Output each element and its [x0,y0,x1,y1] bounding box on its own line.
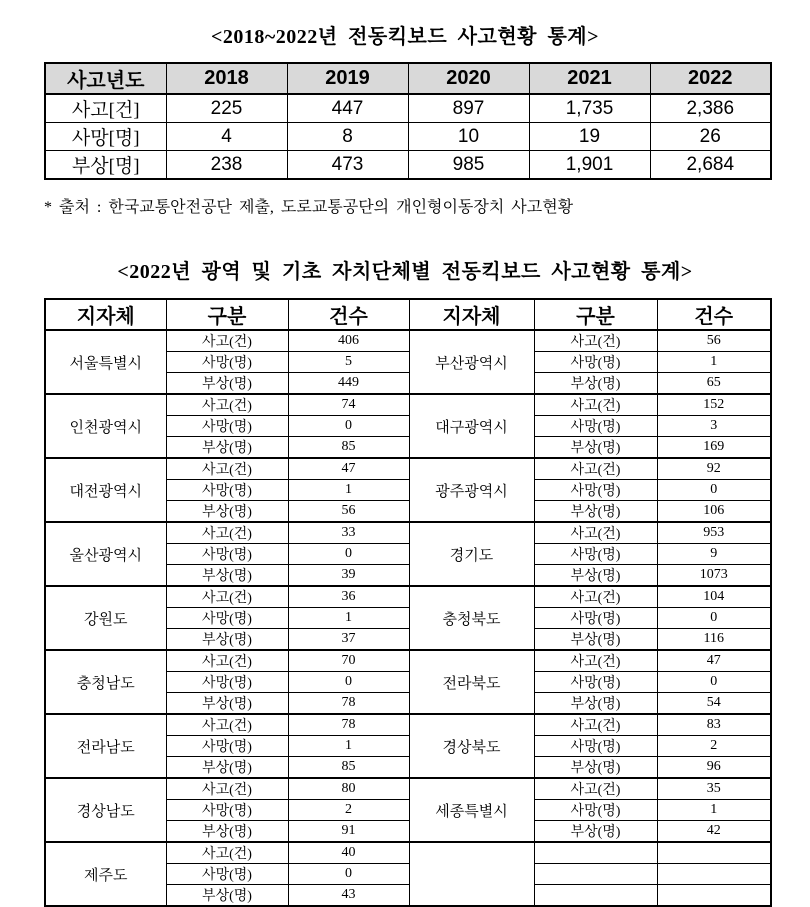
count-cell: 406 [288,330,409,352]
category-cell: 사망(명) [534,352,657,373]
count-cell: 70 [288,650,409,672]
category-cell: 부상(명) [534,629,657,651]
category-cell: 사망(명) [166,352,288,373]
count-cell: 85 [288,437,409,459]
regional-table-row [45,650,771,672]
count-cell: 1 [657,352,771,373]
regional-stats-table [44,298,772,907]
regional-table-title: <2022년 광역 및 기초 자치단체별 전동킥보드 사고현황 통계> [117,261,693,283]
category-cell: 사망(명) [166,416,288,437]
category-cell: 부상(명) [166,373,288,395]
count-cell: 74 [288,394,409,416]
row-label-cell: 사망[명] [45,123,166,151]
category-cell: 부상(명) [166,565,288,587]
regional-table-body [45,330,771,906]
count-cell: 1 [288,736,409,757]
category-cell: 사고(건) [166,458,288,480]
yearly-header-cell: 2020 [408,63,529,94]
category-cell: 사고(건) [534,778,657,800]
category-cell: 사망(명) [166,736,288,757]
yearly-table-title: <2018~2022년 전동킥보드 사고현황 통계> [210,26,600,48]
yearly-row-accidents [45,94,771,123]
regional-table-row [45,842,771,864]
category-cell: 사망(명) [534,608,657,629]
regional-header-cell: 지자체 [409,299,534,330]
category-cell: 사망(명) [534,544,657,565]
category-cell [534,864,657,885]
category-cell: 사망(명) [534,672,657,693]
count-cell: 1 [657,800,771,821]
count-cell: 92 [657,458,771,480]
value-cell: 985 [408,151,529,180]
count-cell: 47 [657,650,771,672]
category-cell: 사고(건) [534,650,657,672]
regional-table-row [45,778,771,800]
value-cell: 897 [408,94,529,123]
count-cell [657,885,771,907]
region-cell: 광주광역시 [409,458,534,522]
category-cell: 사망(명) [534,416,657,437]
category-cell: 부상(명) [166,821,288,843]
region-cell: 울산광역시 [45,522,166,586]
count-cell: 85 [288,757,409,779]
value-cell: 1,735 [529,94,650,123]
count-cell: 54 [657,693,771,715]
count-cell: 91 [288,821,409,843]
category-cell: 부상(명) [534,373,657,395]
category-cell: 사고(건) [166,522,288,544]
category-cell: 부상(명) [534,821,657,843]
count-cell: 56 [288,501,409,523]
category-cell: 사고(건) [166,330,288,352]
category-cell: 부상(명) [534,565,657,587]
count-cell: 96 [657,757,771,779]
category-cell: 사망(명) [534,800,657,821]
count-cell: 47 [288,458,409,480]
regional-header-cell: 구분 [166,299,288,330]
category-cell: 사고(건) [166,778,288,800]
category-cell: 사고(건) [534,522,657,544]
regional-header-cell: 지자체 [45,299,166,330]
count-cell: 43 [288,885,409,907]
region-cell: 강원도 [45,586,166,650]
category-cell: 부상(명) [166,437,288,459]
category-cell: 사고(건) [166,650,288,672]
region-cell: 인천광역시 [45,394,166,458]
region-cell: 경상북도 [409,714,534,778]
category-cell: 부상(명) [534,501,657,523]
category-cell: 사망(명) [166,800,288,821]
value-cell: 473 [287,151,408,180]
region-cell: 경기도 [409,522,534,586]
count-cell: 9 [657,544,771,565]
count-cell: 5 [288,352,409,373]
regional-table-row [45,330,771,352]
count-cell: 0 [288,544,409,565]
yearly-header-cell: 2018 [166,63,287,94]
regional-table-row [45,522,771,544]
region-cell: 전라남도 [45,714,166,778]
region-cell: 경상남도 [45,778,166,842]
count-cell: 40 [288,842,409,864]
count-cell: 2 [288,800,409,821]
region-cell [409,842,534,906]
value-cell: 8 [287,123,408,151]
category-cell: 사망(명) [166,864,288,885]
category-cell: 사망(명) [166,672,288,693]
value-cell: 4 [166,123,287,151]
regional-table-row [45,394,771,416]
count-cell: 152 [657,394,771,416]
category-cell: 부상(명) [166,629,288,651]
count-cell: 449 [288,373,409,395]
count-cell: 1073 [657,565,771,587]
regional-header-cell: 건수 [657,299,771,330]
count-cell: 953 [657,522,771,544]
count-cell: 0 [657,608,771,629]
count-cell: 0 [657,672,771,693]
category-cell: 사망(명) [166,544,288,565]
category-cell: 사고(건) [534,394,657,416]
value-cell: 19 [529,123,650,151]
category-cell: 부상(명) [534,757,657,779]
count-cell: 0 [288,864,409,885]
category-cell: 사고(건) [534,458,657,480]
region-cell: 부산광역시 [409,330,534,394]
yearly-header-cell: 2019 [287,63,408,94]
row-label-cell: 부상[명] [45,151,166,180]
region-cell: 전라북도 [409,650,534,714]
value-cell: 447 [287,94,408,123]
count-cell: 1 [288,608,409,629]
category-cell: 사고(건) [166,714,288,736]
yearly-row-deaths [45,123,771,151]
count-cell: 35 [657,778,771,800]
count-cell: 0 [288,672,409,693]
count-cell: 106 [657,501,771,523]
yearly-row-injuries [45,151,771,180]
yearly-header-row [45,63,771,94]
regional-header-cell: 구분 [534,299,657,330]
category-cell: 사고(건) [166,586,288,608]
value-cell: 1,901 [529,151,650,180]
region-cell: 충청남도 [45,650,166,714]
category-cell: 사고(건) [166,394,288,416]
value-cell: 238 [166,151,287,180]
value-cell: 10 [408,123,529,151]
count-cell: 0 [288,416,409,437]
category-cell: 부상(명) [166,693,288,715]
count-cell: 83 [657,714,771,736]
regional-table-row [45,714,771,736]
category-cell: 사망(명) [534,736,657,757]
count-cell: 80 [288,778,409,800]
value-cell: 2,386 [650,94,771,123]
regional-header-row [45,299,771,330]
count-cell: 104 [657,586,771,608]
region-cell: 대구광역시 [409,394,534,458]
regional-header-cell: 건수 [288,299,409,330]
region-cell: 충청북도 [409,586,534,650]
count-cell: 39 [288,565,409,587]
category-cell: 사고(건) [166,842,288,864]
category-cell: 사망(명) [534,480,657,501]
category-cell: 부상(명) [166,757,288,779]
count-cell: 116 [657,629,771,651]
yearly-stats-table [44,62,772,180]
count-cell: 1 [288,480,409,501]
regional-table-row [45,586,771,608]
category-cell: 부상(명) [166,885,288,907]
value-cell: 2,684 [650,151,771,180]
count-cell: 169 [657,437,771,459]
count-cell: 3 [657,416,771,437]
value-cell: 225 [166,94,287,123]
count-cell: 42 [657,821,771,843]
count-cell: 0 [657,480,771,501]
category-cell: 사고(건) [534,330,657,352]
category-cell [534,885,657,907]
count-cell [657,842,771,864]
source-footnote: * 출처 : 한국교통안전공단 제출, 도로교통공단의 개인형이동장치 사고현황 [44,199,574,216]
category-cell: 부상(명) [534,693,657,715]
count-cell: 2 [657,736,771,757]
category-cell [534,842,657,864]
count-cell: 33 [288,522,409,544]
category-cell: 부상(명) [166,501,288,523]
category-cell: 사망(명) [166,480,288,501]
region-cell: 제주도 [45,842,166,906]
category-cell: 사고(건) [534,586,657,608]
row-label-cell: 사고[건] [45,94,166,123]
yearly-header-cell: 2022 [650,63,771,94]
regional-table-row [45,458,771,480]
region-cell: 대전광역시 [45,458,166,522]
count-cell: 36 [288,586,409,608]
count-cell: 78 [288,693,409,715]
region-cell: 세종특별시 [409,778,534,842]
category-cell: 사고(건) [534,714,657,736]
category-cell: 사망(명) [166,608,288,629]
region-cell: 서울특별시 [45,330,166,394]
yearly-header-cell: 2021 [529,63,650,94]
count-cell: 78 [288,714,409,736]
count-cell [657,864,771,885]
count-cell: 56 [657,330,771,352]
count-cell: 65 [657,373,771,395]
value-cell: 26 [650,123,771,151]
category-cell: 부상(명) [534,437,657,459]
count-cell: 37 [288,629,409,651]
yearly-header-cell: 사고년도 [45,63,166,94]
